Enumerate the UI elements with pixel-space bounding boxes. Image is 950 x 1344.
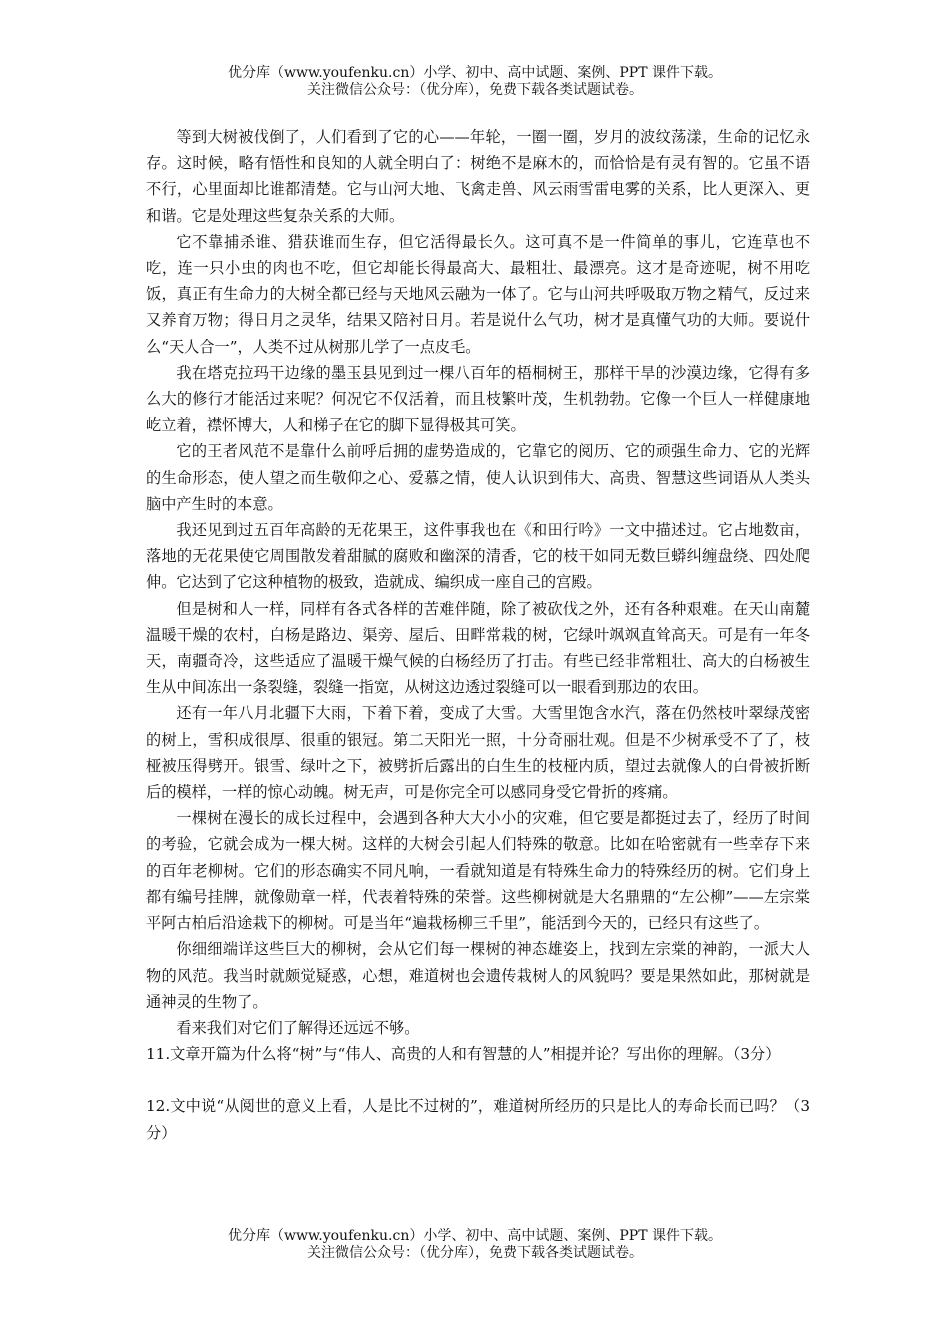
paragraph: 还有一年八月北疆下大雨，下着下着，变成了大雪。大雪里饱含水汽，落在仍然枝叶翠绿茂密的树上，雪积成很厚、很重的银冠。第二天阳光一照，十分奇丽壮观。但是不少树承受不了了，枝桠被压得劈开。银雪、绿叶之下，被劈折后露出的白生生的枝桠内质，望过去就像人的白骨被折断后的模样，一样的惊心动魄。树无声，可是你完全可以感同身受它骨折的疼痛。	[146, 704, 810, 802]
question-11: 11.文章开篇为什么将“树”与“伟人、高贵的人和有智慧的人”相提并论？写出你的理解。（3分）	[146, 1045, 781, 1064]
article-body	[146, 124, 810, 1146]
paragraph: 但是树和人一样，同样有各式各样的苦难伴随，除了被砍伐之外，还有各种艰难。在天山南麓温暖干燥的农村，白杨是路边、渠旁、屋后、田畔常栽的树，它绿叶飒飒直耸高天。可是有一年冬天，南疆奇冷，这些适应了温暖干燥气候的白杨经历了打击。有些已经非常粗壮、高大的白杨被生生从中间冻出一条裂缝，裂缝一指宽，从树这边透过裂缝可以一眼看到那边的农田。	[146, 599, 810, 697]
footer-line-2: 关注微信公众号：（优分库），免费下载各类试题试卷。	[307, 1245, 643, 1261]
header-line-2: 关注微信公众号：（优分库），免费下载各类试题试卷。	[307, 82, 643, 98]
paragraph: 看来我们对它们了解得还远远不够。	[176, 1018, 420, 1037]
page-header	[0, 65, 950, 99]
header-line-1: 优分库（www.youfenku.cn）小学、初中、高中试题、案例、PPT 课件下载。	[227, 65, 722, 81]
question-12: 12.文中说“从阅世的意义上看，人是比不过树的”，难道树所经历的只是比人的寿命长而已吗？（3分）	[146, 1097, 810, 1142]
page-footer	[0, 1228, 950, 1262]
paragraph: 它不靠捕杀谁、猎获谁而生存，但它活得最长久。这可真不是一件简单的事儿，它连草也不吃，连一只小虫的肉也不吃，但它却能长得最高大、最粗壮、最漂亮。这才是奇迹呢，树不用吃饭，真正有生命力的大树全都已经与天地风云融为一体了。它与山河共呼吸取万物之精气，反过来又养育万物；得日月之灵华，结果又陪衬日月。若是说什么气功，树才是真懂气功的大师。要说什么“天人合一”，人类不过从树那儿学了一点皮毛。	[146, 232, 810, 356]
paragraph: 它的王者风范不是靠什么前呼后拥的虚势造成的，它靠它的阅历、它的顽强生命力、它的光辉的生命形态，使人望之而生敬仰之心、爱慕之情，使人认识到伟大、高贵、智慧这些词语从人类头脑中产生时的本意。	[146, 442, 810, 513]
paragraph: 等到大树被伐倒了，人们看到了它的心——年轮，一圈一圈，岁月的波纹荡漾，生命的记忆永存。这时候，略有悟性和良知的人就全明白了：树绝不是麻木的，而恰恰是有灵有智的。它虽不语不行，心里面却比谁都清楚。它与山河大地、飞禽走兽、风云雨雪雷电雾的关系，比人更深入、更和谐。它是处理这些复杂关系的大师。	[146, 128, 810, 225]
paragraph: 一棵树在漫长的成长过程中，会遇到各种大大小小的灾难，但它要是都挺过去了，经历了时间的考验，它就会成为一棵大树。这样的大树会引起人们特殊的敬意。比如在哈密就有一些幸存下来的百年老柳树。它们的形态确实不同凡响，一看就知道是有特殊生命力的特殊经历的树。它们身上都有编号挂牌，就像勋章一样，代表着特殊的荣誉。这些柳树就是大名鼎鼎的“左公柳”——左宗棠平阿古柏后沿途栽下的柳树。可是当年“遍栽杨柳三千里”，能活到今天的，已经只有这些了。	[146, 809, 810, 933]
paragraph: 我在塔克拉玛干边缘的墨玉县见到过一棵八百年的梧桐树王，那样干旱的沙漠边缘，它得有多么大的修行才能活过来呢？何况它不仅活着，而且枝繁叶茂，生机勃勃。它像一个巨人一样健康地屹立着，襟怀博大，人和梯子在它的脚下显得极其可笑。	[146, 363, 810, 435]
footer-line-1: 优分库（www.youfenku.cn）小学、初中、高中试题、案例、PPT 课件下载。	[227, 1228, 722, 1244]
paragraph: 你细细端详这些巨大的柳树，会从它们每一棵树的神态雄姿上，找到左宗棠的神韵，一派大人物的风范。我当时就颇觉疑惑，心想，难道树也会遗传栽树人的风貌吗？要是果然如此，那树就是通神灵的生物了。	[146, 940, 810, 1011]
paragraph: 我还见到过五百年高龄的无花果王，这件事我也在《和田行吟》一文中描述过。它占地数亩，落地的无花果使它周围散发着甜腻的腐败和幽深的清香，它的枝干如同无数巨蟒纠缠盘绕、四处爬伸。它达到了它这种植物的极致，造就成、编织成一座自己的宫殿。	[146, 521, 810, 592]
